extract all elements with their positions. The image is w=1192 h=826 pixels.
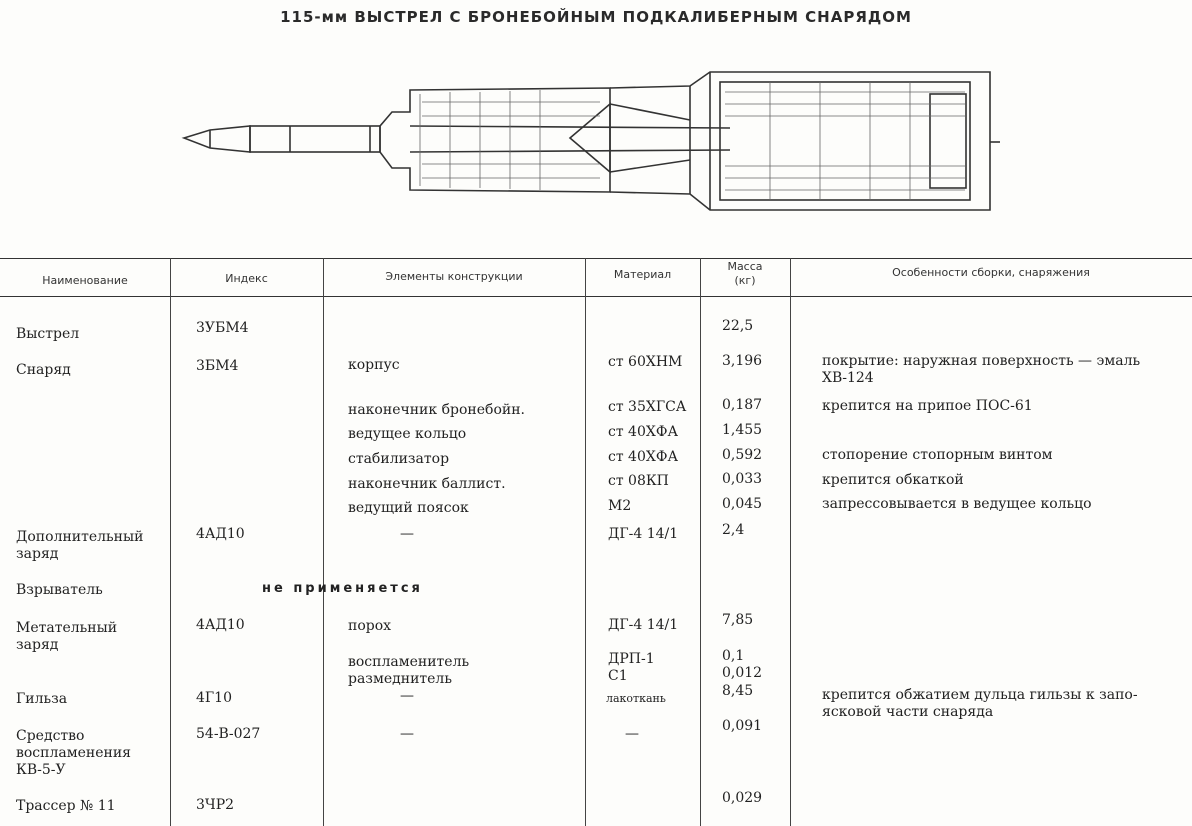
row-mass: 1,455 [722,422,763,438]
row-index: 3БМ4 [196,358,239,374]
row-name: заряд [16,637,59,653]
row-name: Трассер № 11 [16,798,116,814]
column-divider [585,258,586,826]
row-material: ДРП-1 [608,651,655,667]
header-mass: Масса [727,260,763,273]
row-name: Средство [16,728,85,744]
row-note: крепится на припое ПОС-61 [822,398,1033,414]
row-material: — [625,726,639,742]
row-index: 54-В-027 [196,726,261,742]
row-material: ДГ-4 14/1 [608,617,679,633]
row-material: ст 40ХФА [608,449,679,465]
row-index: 4АД10 [196,617,245,633]
row-name: Метательный [16,620,118,636]
row-name: Взрыватель [16,582,103,598]
row-material: М2 [608,498,632,514]
row-element: порох [348,618,392,634]
column-divider [790,258,791,826]
row-index: 4Г10 [196,690,232,706]
row-material: лакоткань [606,692,666,705]
row-note: крепится обжатием дульца гильзы к запо- [822,687,1138,703]
row-note: ясковой части снаряда [822,704,994,720]
table-top-rule [0,258,1192,259]
table-header-rule [0,296,1192,297]
row-element: стабилизатор [348,451,450,467]
row-name: Снаряд [16,362,71,378]
row-element: — [400,526,414,542]
row-mass: 0,033 [722,471,763,487]
row-note: ХВ-124 [822,370,874,386]
row-name: КВ-5-У [16,762,66,778]
row-element: наконечник баллист. [348,476,506,492]
row-mass: 0,029 [722,790,763,806]
header-index: Индекс [225,272,268,285]
row-mass: 3,196 [722,353,763,369]
row-element: ведущий поясок [348,500,469,516]
row-element: корпус [348,357,400,373]
row-index: 3ЧР2 [196,797,235,813]
row-index: 4АД10 [196,526,245,542]
row-mass: 7,85 [722,612,754,628]
row-element: ведущее кольцо [348,426,467,442]
column-divider [323,258,324,826]
row-note: крепится обкаткой [822,472,964,488]
row-name: Гильза [16,691,68,707]
row-name: Выстрел [16,326,80,342]
row-material: ст 60ХНМ [608,354,683,370]
row-span-note: не применяется [262,581,423,596]
row-element: — [400,688,414,704]
row-name: заряд [16,546,59,562]
row-element: размеднитель [348,671,452,687]
row-mass: 0,592 [722,447,763,463]
header-name: Наименование [42,274,128,287]
header-elements: Элементы конструкции [385,270,523,283]
row-mass: 0,091 [722,718,763,734]
row-name: Дополнительный [16,529,144,545]
row-note: запрессовывается в ведущее кольцо [822,496,1092,512]
header-material: Материал [613,268,672,281]
row-element: наконечник бронебойн. [348,402,525,418]
row-mass: 0,045 [722,496,763,512]
row-note: стопорение стопорным винтом [822,447,1053,463]
document-title: 115-мм ВЫСТРЕЛ С БРОНЕБОЙНЫМ ПОДКАЛИБЕРНЫМ СНАРЯДОМ [280,8,912,26]
row-element: воспламенитель [348,654,470,670]
column-divider [170,258,171,826]
row-mass: 2,4 [722,522,745,538]
row-material: ст 40ХФА [608,424,679,440]
header-notes: Особенности сборки, снаряжения [892,266,1090,279]
row-mass: 0,012 [722,665,763,681]
column-divider [700,258,701,826]
row-element: — [400,726,414,742]
shell-drawing [170,60,1010,230]
row-material: ст 35ХГСА [608,399,687,415]
row-name: воспламенения [16,745,132,761]
row-mass: 22,5 [722,318,754,334]
row-mass: 0,1 [722,648,745,664]
row-mass: 8,45 [722,683,754,699]
row-note: покрытие: наружная поверхность — эмаль [822,353,1141,369]
row-mass: 0,187 [722,397,763,413]
row-index: 3УБМ4 [196,320,249,336]
row-material: ст 08КП [608,473,669,489]
row-material: С1 [608,668,628,684]
row-material: ДГ-4 14/1 [608,526,679,542]
header-mass-unit: (кг) [734,274,756,287]
